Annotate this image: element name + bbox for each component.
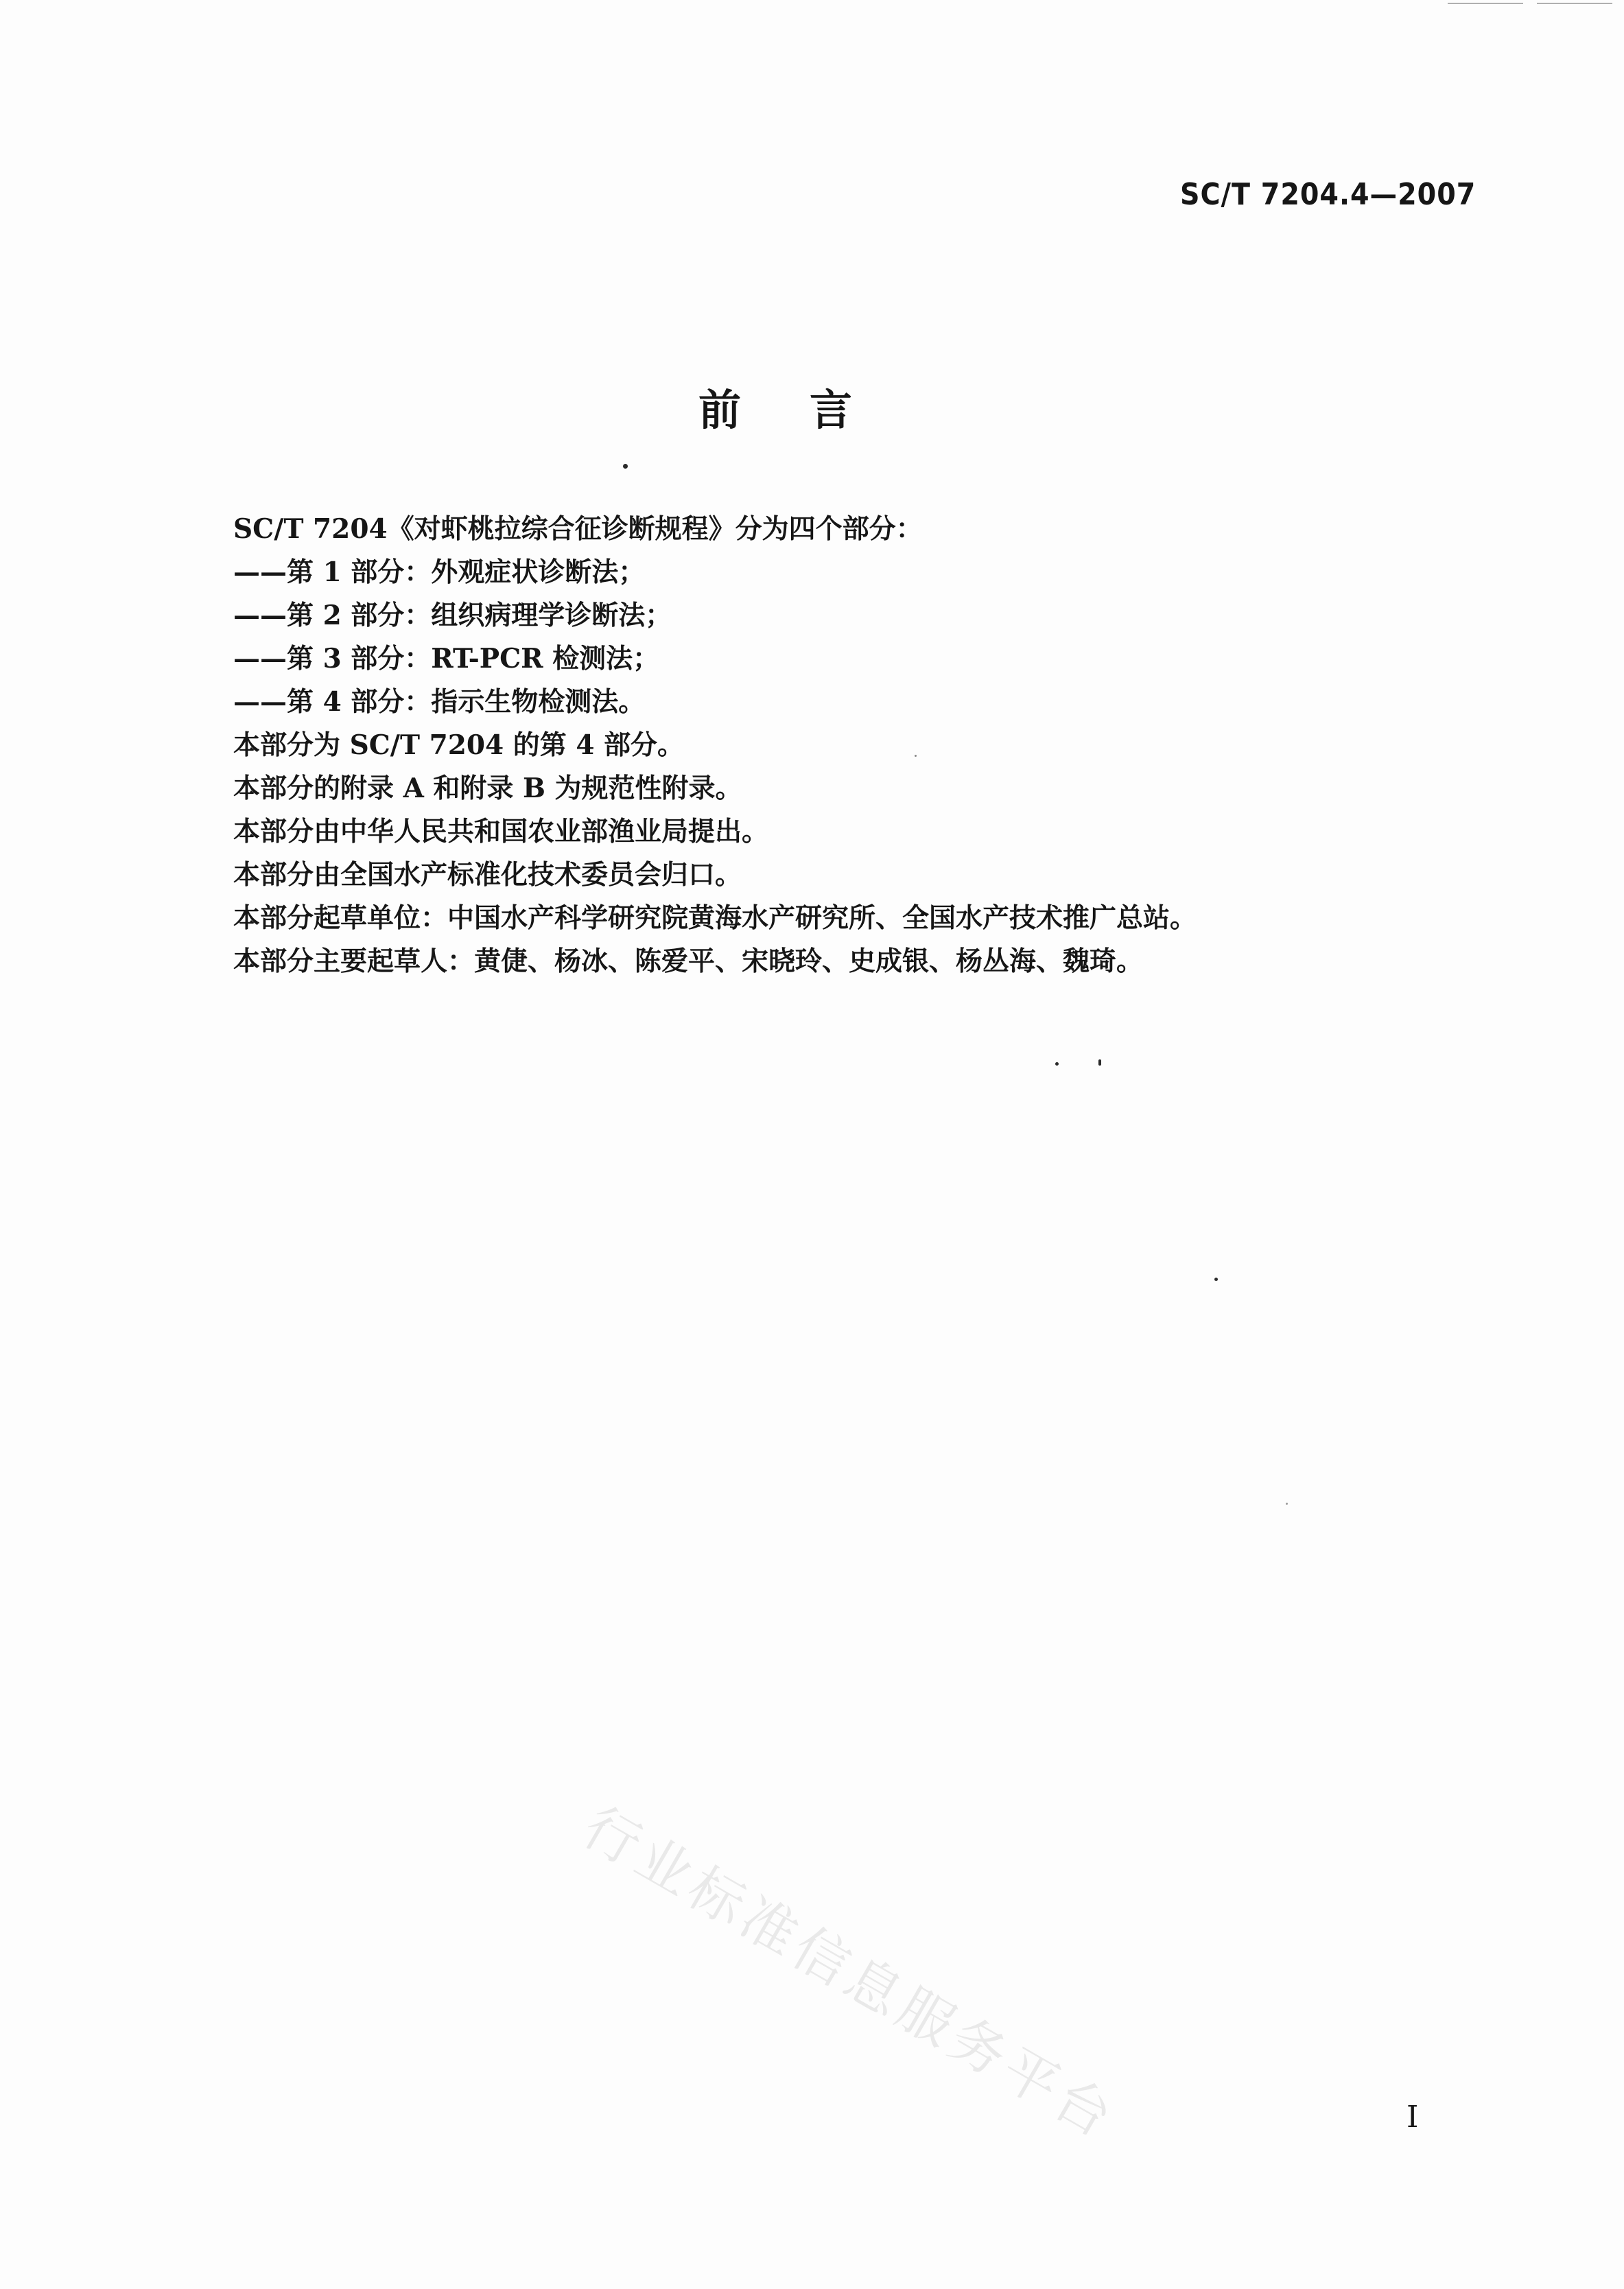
watermark: 行业标准信息服务平台: [572, 1794, 1128, 2152]
page-title: 前言: [698, 385, 921, 435]
foreword-body: [233, 508, 1537, 983]
scan-edge-mark: [1448, 3, 1523, 4]
list-item-part-4: ——第 4 部分：指示生物检测法。: [233, 686, 646, 718]
scan-edge-mark: [1537, 3, 1612, 4]
paragraph-proposed-by: 本部分由中华人民共和国农业部渔业局提出。: [233, 816, 769, 847]
document-code: SC/T 7204.4—2007: [1180, 177, 1476, 212]
scan-speck: [1214, 1278, 1218, 1281]
list-item-part-2: ——第 2 部分：组织病理学诊断法；: [233, 600, 672, 631]
page-number: I: [1407, 2100, 1419, 2135]
list-item-part-3: ——第 3 部分：RT-PCR 检测法；: [233, 643, 660, 674]
scan-speck: [1055, 1062, 1059, 1066]
paragraph-centralized-by: 本部分由全国水产标准化技术委员会归口。: [233, 859, 742, 891]
paragraph-drafters: 本部分主要起草人：黄倢、杨冰、陈爱平、宋晓玲、史成银、杨丛海、魏琦。: [233, 946, 1144, 977]
scan-speck: [1098, 1059, 1101, 1066]
scan-speck: [1286, 1503, 1288, 1505]
scan-speck: [623, 464, 628, 469]
paragraph-drafting-units: 本部分起草单位：中国水产科学研究院黄海水产研究所、全国水产技术推广总站。: [233, 902, 1197, 934]
paragraph-this-part: 本部分为 SC/T 7204 的第 4 部分。: [233, 729, 685, 761]
list-item-part-1: ——第 1 部分：外观症状诊断法；: [233, 556, 646, 588]
paragraph-annexes: 本部分的附录 A 和附录 B 为规范性附录。: [233, 773, 742, 804]
paragraph-intro: SC/T 7204《对虾桃拉综合征诊断规程》分为四个部分：: [233, 513, 923, 545]
scan-speck: [915, 755, 917, 757]
